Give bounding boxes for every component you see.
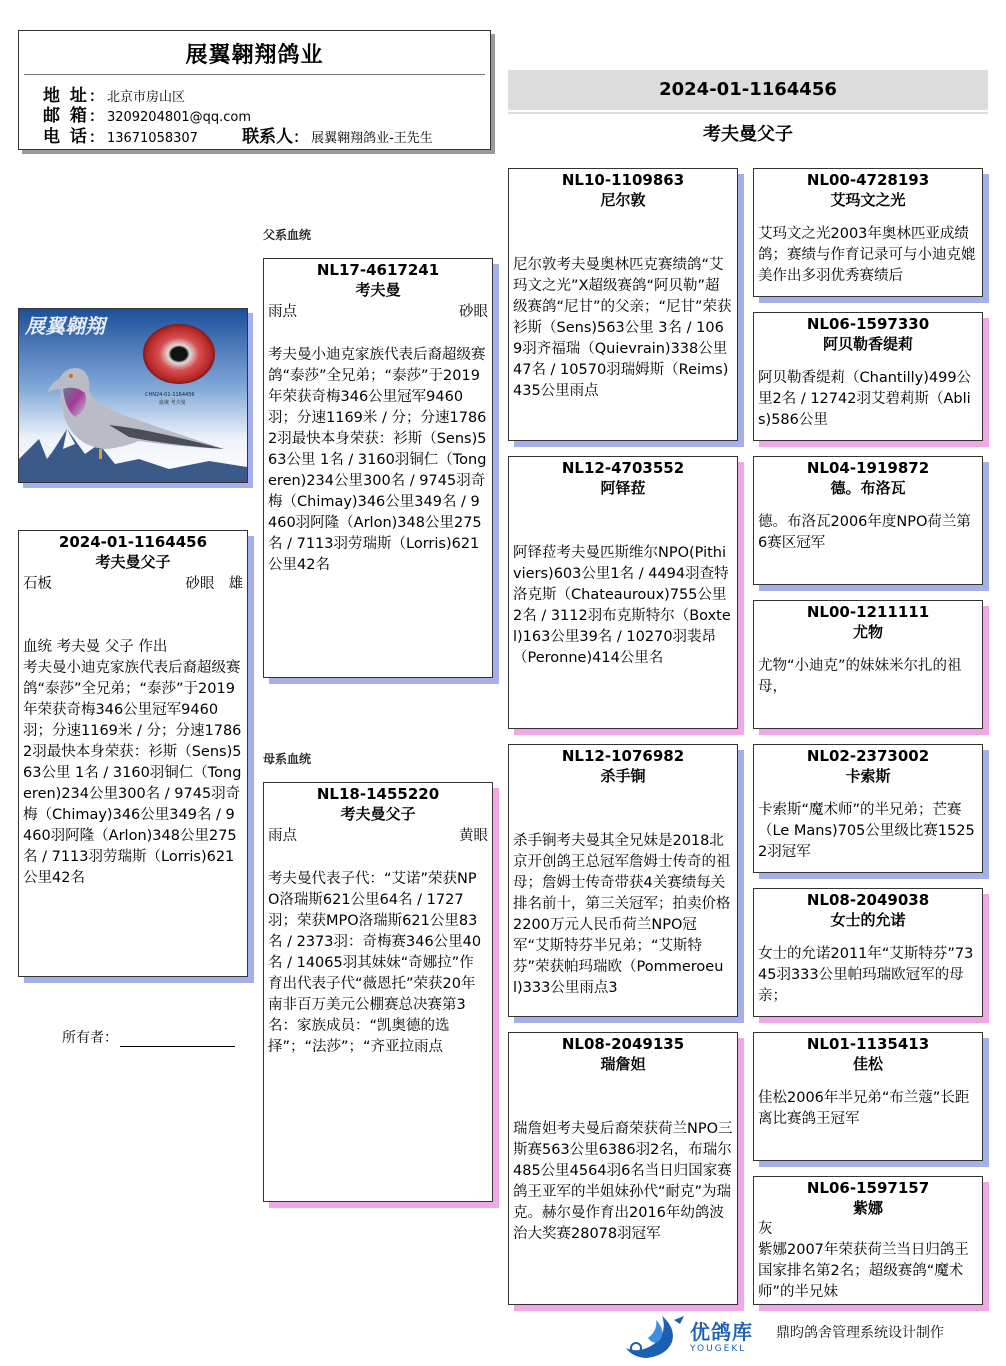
brand-name-cn: 优鸽库 bbox=[690, 1320, 753, 1344]
great-grandparent-card-5 bbox=[753, 744, 983, 873]
great-grandparent-ring: NL00-1211111 bbox=[806, 603, 930, 621]
grandparent-ring: NL10-1109863 bbox=[561, 171, 685, 189]
grandparent-ring: NL12-4703552 bbox=[561, 459, 685, 477]
photo-caption-line: 血统 考夫曼 bbox=[159, 400, 186, 406]
yougeku-logo-icon bbox=[622, 1314, 686, 1358]
subject-name: 考夫曼父子 bbox=[95, 553, 171, 571]
grandparent-description: 阿铎菈考夫曼匹斯维尔NPO(Pithiviers)603公里1名 / 4494羽查特洛克斯（Chateauroux)755公里2名 / 3112羽布克斯特尔（Boxtel)163公里39名 / 10270羽裴昂（Peronne)414公里名 bbox=[513, 545, 731, 666]
great-grandparent-description: 阿贝勒香缇莉（Chantilly)499公里2名 / 12742羽艾碧莉斯（Ablis)586公里 bbox=[758, 370, 972, 428]
email-row: 邮 箱： 3209204801@qq.com bbox=[43, 106, 252, 126]
great-grandparent-card-6 bbox=[753, 888, 983, 1017]
header-divider bbox=[24, 74, 485, 75]
great-grandparent-ring: NL02-2373002 bbox=[806, 747, 930, 765]
great-grandparent-name: 德。布洛瓦 bbox=[830, 479, 906, 497]
sire-description: 考夫曼小迪克家族代表后裔超级赛鸽“泰莎”全兄弟；“泰莎”于2019年荣获奇梅346公里冠军9460羽；分速1169米 / 分；分速17862羽最快本身荣获：衫斯（Sens)563公里 1名 / 3160羽铜仁（Tongeren)234公里300名 / 9745羽奇梅（Chimay)346公里349名 / 9460羽阿隆（Arlon)348公里275名 / 7113羽劳瑞斯（Lorris)621公里42名 bbox=[268, 347, 487, 573]
owner-field bbox=[62, 1027, 235, 1047]
great-grandparent-name: 尤物 bbox=[852, 623, 883, 641]
pigeon-ring-title: 2024-01-1164456 bbox=[508, 70, 988, 110]
great-grandparent-card-3 bbox=[753, 456, 983, 585]
subject-pigeon-card bbox=[18, 530, 248, 977]
maternal-grandsire-card bbox=[508, 744, 738, 1017]
grandparent-description: 尼尔敦考夫曼奥林匹克赛绩鸽“艾玛文之光”X超级赛鸽“阿贝勒”超级赛鸽“尼甘”的父亲；“尼甘”荣获衫斯（Sens)563公里 3名 / 1069羽齐福瑞（Quievrain)338公里47名 / 10570羽瑞姆斯（Reims)435公里雨点 bbox=[513, 257, 732, 399]
sire-ring: NL17-4617241 bbox=[316, 261, 440, 279]
great-grandparent-description: 艾玛文之光2003年奥林匹亚成绩鸽；赛绩与作育记录可与小迪克媲美作出多羽优秀赛绩后 bbox=[758, 226, 976, 284]
subject-sex: 雄 bbox=[228, 576, 243, 592]
great-grandparent-ring: NL08-2049038 bbox=[806, 891, 930, 909]
address-value: 北京市房山区 bbox=[106, 90, 185, 105]
footer bbox=[620, 1312, 1000, 1362]
system-credit: 鼎昀鸽舍管理系统设计制作 bbox=[776, 1325, 944, 1341]
great-grandparent-card-2 bbox=[753, 312, 983, 441]
contact-label: 联系人 bbox=[242, 127, 294, 147]
dam-eye: 黄眼 bbox=[459, 828, 488, 844]
address-label: 地 址 bbox=[43, 86, 89, 106]
phone-row: 电 话： 13671058307 联系人： 展翼翱翔鸽业-王先生 bbox=[43, 127, 433, 147]
pigeon-photo bbox=[18, 308, 248, 483]
great-grandparent-name: 女士的允诺 bbox=[830, 911, 906, 929]
subject-eye: 砂眼 bbox=[185, 576, 215, 592]
grandparent-description: 瑞詹妲考夫曼后裔荣获荷兰NPO三斯赛563公里6386羽2名，布瑞尔485公里4564羽6名当日归国家赛鸽王亚军的半姐妹孙代“耐克”为瑞克。赫尔曼作育出2016年幼鸽波治大奖赛28078羽冠军 bbox=[513, 1121, 733, 1242]
great-grandparent-card-7 bbox=[753, 1032, 983, 1161]
grandparent-ring: NL12-1076982 bbox=[561, 747, 685, 765]
address-row: 地 址： 北京市房山区 bbox=[43, 86, 185, 106]
grandparent-name: 阿铎菈 bbox=[600, 479, 646, 497]
pigeon-photo-image bbox=[19, 309, 247, 482]
subject-ring: 2024-01-1164456 bbox=[58, 533, 208, 551]
subject-color: 石板 bbox=[23, 576, 52, 592]
paternal-granddam-card bbox=[508, 456, 738, 729]
owner-signature-line bbox=[120, 1030, 235, 1047]
grandparent-name: 尼尔敦 bbox=[600, 191, 646, 209]
owner-label: 所有者： bbox=[62, 1030, 118, 1046]
contact-value: 展翼翱翔鸽业-王先生 bbox=[311, 131, 433, 146]
great-grandparent-name: 艾玛文之光 bbox=[830, 191, 906, 209]
paternal-grandsire-card bbox=[508, 168, 738, 441]
dam-color: 雨点 bbox=[268, 828, 297, 844]
sire-eye: 砂眼 bbox=[459, 304, 488, 320]
great-grandparent-ring: NL06-1597330 bbox=[806, 315, 930, 333]
great-grandparent-ring: NL01-1135413 bbox=[806, 1035, 930, 1053]
phone-label: 电 话 bbox=[43, 127, 89, 147]
photo-brand-script: 展翼翱翔 bbox=[25, 314, 105, 338]
great-grandparent-name: 卡索斯 bbox=[845, 767, 891, 785]
grandparent-description: 杀手锏考夫曼其全兄妹是2018北京开创鸽王总冠军詹姆士传奇的祖母；詹姆士传奇带获4关赛绩每关排名前十，第三关冠军；拍卖价格2200万元人民币荷兰NPO冠军“艾斯特芬半兄弟；“艾斯特芬”荣获帕玛瑞欧（Pommeroeul)333公里雨点3 bbox=[513, 833, 731, 996]
great-grandparent-description: 紫娜2007年荣获荷兰当日归鸽王国家排名第2名；超级赛鸽“魔术师”的半兄妹 bbox=[758, 1242, 969, 1300]
grandparent-name: 杀手锏 bbox=[600, 767, 646, 785]
dam-attributes bbox=[268, 825, 488, 847]
great-grandparent-ring: NL00-4728193 bbox=[806, 171, 930, 189]
phone-value: 13671058307 bbox=[106, 131, 198, 146]
great-grandparent-color: 灰 bbox=[758, 1221, 773, 1237]
dam-ring: NL18-1455220 bbox=[316, 785, 440, 803]
great-grandparent-card-4 bbox=[753, 600, 983, 729]
photo-caption-ring: CHN24-01-1164456 bbox=[145, 392, 195, 398]
great-grandparent-description: 佳松2006年半兄弟“布兰蔻”长距离比赛鸽王冠军 bbox=[758, 1090, 970, 1127]
dam-card bbox=[263, 782, 493, 1202]
great-grandparent-name: 佳松 bbox=[852, 1055, 883, 1073]
subject-attributes bbox=[23, 573, 243, 595]
great-grandparent-description: 女士的允诺2011年“艾斯特芬”7345羽333公里帕玛瑞欧冠军的母亲； bbox=[758, 946, 974, 1004]
great-grandparent-description: 尤物“小迪克”的妹妹米尔扎的祖母， bbox=[758, 658, 962, 695]
great-grandparent-ring: NL06-1597157 bbox=[806, 1179, 930, 1197]
subject-description: 血统 考夫曼 父子 作出 考夫曼小迪克家族代表后裔超级赛鸽“泰莎”全兄弟；“泰莎”于2019年荣获奇梅346公里冠军9460羽；分速1169米 / 分；分速17862羽最快本身荣获：衫斯（Sens)563公里 1名 / 3160羽铜仁（Tongeren)234公里300名 / 9745羽奇梅（Chimay)346公里349名 / 9460羽阿隆（Arlon)348公里275名 / 7113羽劳瑞斯（Lorris)621公里42名 bbox=[23, 639, 242, 886]
sire-line-label: 父系血统 bbox=[263, 228, 312, 242]
brand-name-en: YOUGEKL bbox=[690, 1344, 747, 1354]
grandparent-ring: NL08-2049135 bbox=[561, 1035, 685, 1053]
dam-line-label: 母系血统 bbox=[263, 752, 312, 766]
sire-card bbox=[263, 258, 493, 678]
sire-color: 雨点 bbox=[268, 304, 297, 320]
sire-name: 考夫曼 bbox=[355, 281, 401, 299]
title-divider bbox=[508, 112, 988, 114]
great-grandparent-description: 德。布洛瓦2006年度NPO荷兰第6赛区冠军 bbox=[758, 514, 971, 551]
great-grandparent-card-8 bbox=[753, 1176, 983, 1305]
breeder-info-card bbox=[18, 30, 491, 150]
sire-attributes bbox=[268, 301, 488, 323]
company-name: 展翼翱翔鸽业 bbox=[185, 43, 324, 68]
pigeon-name-title: 考夫曼父子 bbox=[703, 124, 793, 145]
great-grandparent-card-1 bbox=[753, 168, 983, 297]
dam-name: 考夫曼父子 bbox=[340, 805, 416, 823]
great-grandparent-name: 紫娜 bbox=[852, 1199, 883, 1217]
maternal-granddam-card bbox=[508, 1032, 738, 1305]
great-grandparent-ring: NL04-1919872 bbox=[806, 459, 930, 477]
grandparent-name: 瑞詹妲 bbox=[600, 1055, 646, 1073]
great-grandparent-name: 阿贝勒香缇莉 bbox=[822, 335, 913, 353]
dam-description: 考夫曼代表子代：“艾诺”荣获NPO洛瑞斯621公里64名 / 1727羽；荣获MPO洛瑞斯621公里83名 / 2373羽：奇梅赛346公里40名 / 14065羽其妹妹“奇娜拉”作育出代表子代“薇恩托”荣获20年南非百万美元公棚赛总决赛第3名：家族成员：“凯奥德的选择”；“法莎”；“齐亚拉雨点 bbox=[268, 871, 482, 1055]
email-label: 邮 箱 bbox=[43, 106, 89, 126]
email-value: 3209204801@qq.com bbox=[106, 110, 252, 125]
great-grandparent-description: 卡索斯“魔术师”的半兄弟；芒赛（Le Mans)705公里级比赛15252羽冠军 bbox=[758, 802, 975, 860]
